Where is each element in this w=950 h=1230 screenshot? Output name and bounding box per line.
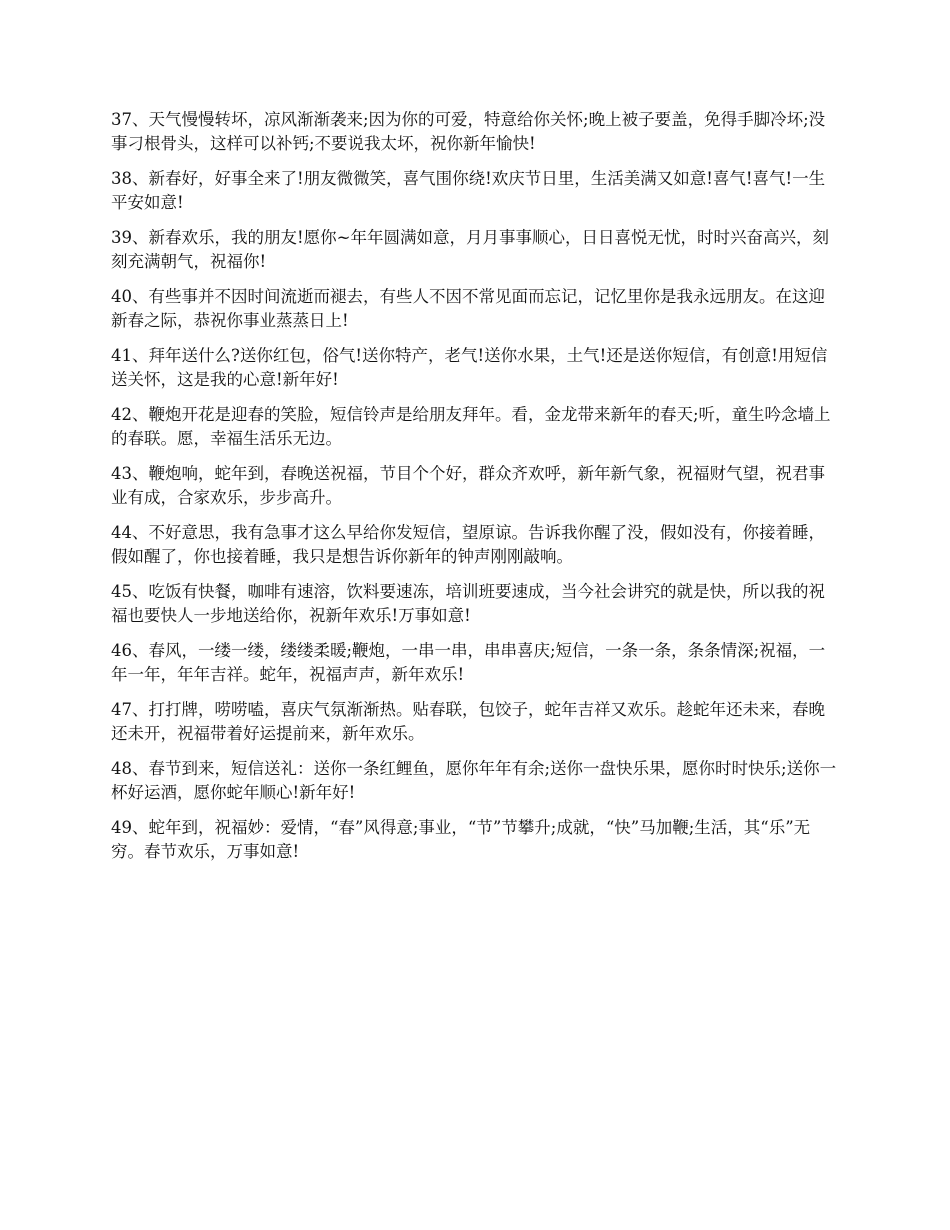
paragraph-41: 41、拜年送什么?送你红包，俗气!送你特产，老气!送你水果，土气!还是送你短信，有创意!用短信送关怀，这是我的心意!新年好!: [111, 346, 828, 389]
paragraph-40: 40、有些事并不因时间流逝而褪去，有些人不因不常见面而忘记，记忆里你是我永远朋友。在这迎新春之际，恭祝你事业蒸蒸日上!: [111, 287, 825, 330]
paragraph-47: 47、打打牌，唠唠嗑，喜庆气氛渐渐热。贴春联，包饺子，蛇年吉祥又欢乐。趁蛇年还未来，春晚还未开，祝福带着好运提前来，新年欢乐。: [111, 700, 825, 743]
paragraph-46: 46、春风，一缕一缕，缕缕柔暖;鞭炮，一串一串，串串喜庆;短信，一条一条，条条情深;祝福，一年一年，年年吉祥。蛇年，祝福声声，新年欢乐!: [111, 641, 826, 684]
paragraph-39: 39、新春欢乐，我的朋友!愿你~年年圆满如意，月月事事顺心，日日喜悦无忧，时时兴奋高兴，刻刻充满朝气，祝福你!: [111, 228, 829, 271]
paragraph-43: 43、鞭炮响，蛇年到，春晚送祝福，节目个个好，群众齐欢呼，新年新气象，祝福财气望，祝君事业有成，合家欢乐，步步高升。: [111, 464, 825, 507]
paragraph-45: 45、吃饭有快餐，咖啡有速溶，饮料要速冻，培训班要速成，当今社会讲究的就是快，所以我的祝福也要快人一步地送给你，祝新年欢乐!万事如意!: [111, 582, 825, 625]
paragraph-42: 42、鞭炮开花是迎春的笑脸，短信铃声是给朋友拜年。看，金龙带来新年的春天;听，童生吟念墙上的春联。愿，幸福生活乐无边。: [111, 405, 831, 448]
document-body: [111, 108, 841, 875]
paragraph-44: 44、不好意思，我有急事才这么早给你发短信，望原谅。告诉我你醒了没，假如没有，你接着睡，假如醒了，你也接着睡，我只是想告诉你新年的钟声刚刚敲响。: [111, 523, 825, 566]
paragraph-49: 49、蛇年到，祝福妙：爱情，“春”风得意;事业，“节”节攀升;成就，“快”马加鞭;生活，其“乐”无穷。春节欢乐，万事如意!: [111, 818, 811, 861]
paragraph-48: 48、春节到来，短信送礼：送你一条红鲤鱼，愿你年年有余;送你一盘快乐果，愿你时时快乐;送你一杯好运酒，愿你蛇年顺心!新年好!: [111, 759, 837, 802]
paragraph-38: 38、新春好，好事全来了!朋友微微笑，喜气围你绕!欢庆节日里，生活美满又如意!喜气!喜气!一生平安如意!: [111, 169, 826, 212]
paragraph-37: 37、天气慢慢转坏，凉风渐渐袭来;因为你的可爱，特意给你关怀;晚上被子要盖，免得手脚冷坏;没事刁根骨头，这样可以补钙;不要说我太坏，祝你新年愉快!: [111, 110, 826, 153]
